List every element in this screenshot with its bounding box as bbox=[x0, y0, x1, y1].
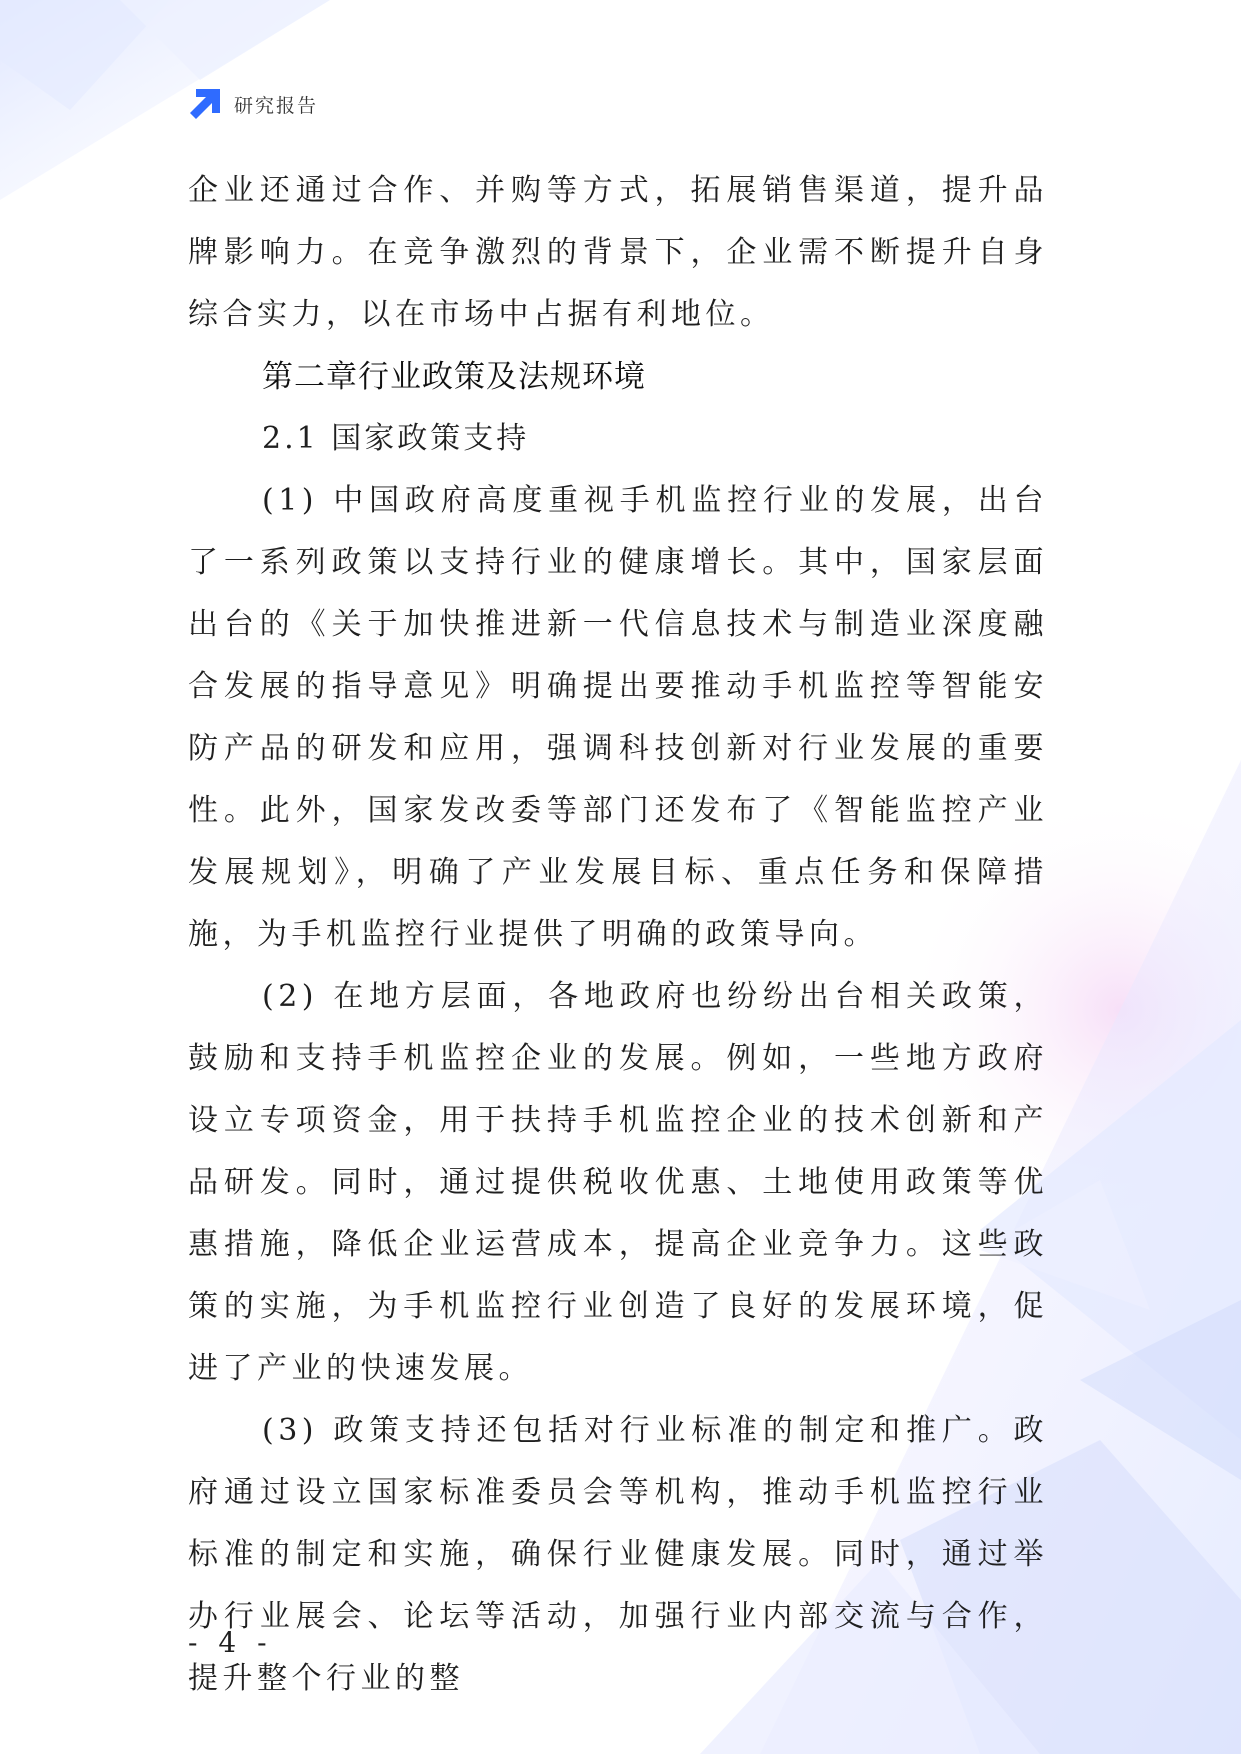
intro-paragraph: 企业还通过合作、并购等方式，拓展销售渠道，提升品牌影响力。在竞争激烈的背景下，企业需不断提升自身综合实力，以在市场中占据有利地位。 bbox=[188, 173, 1048, 332]
report-header bbox=[188, 86, 318, 122]
document-body bbox=[188, 160, 1048, 1710]
paragraph-2: (2) 在地方层面，各地政府也纷纷出台相关政策，鼓励和支持手机监控企业的发展。例如，一些地方政府设立专项资金，用于扶持手机监控企业的技术创新和产品研发。同时，通过提供税收优惠、土地使用政策等优惠措施，降低企业运营成本，提高企业竞争力。这些政策的实施，为手机监控行业创造了良好的发展环境，促进了产业的快速发展。 bbox=[188, 979, 1048, 1386]
section-title: 2.1 国家政策支持 bbox=[262, 421, 530, 456]
paragraph-1: (1) 中国政府高度重视手机监控行业的发展，出台了一系列政策以支持行业的健康增长。其中，国家层面出台的《关于加快推进新一代信息技术与制造业深度融合发展的指导意见》明确提出要推动手机监控等智能安防产品的研发和应用，强调科技创新对行业发展的重要性。此外，国家发改委等部门还发布了《智能监控产业发展规划》，明确了产业发展目标、重点任务和保障措施，为手机监控行业提供了明确的政策导向。 bbox=[188, 483, 1048, 952]
paragraph-3: (3) 政策支持还包括对行业标准的制定和推广。政府通过设立国家标准委员会等机构，推动手机监控行业标准的制定和实施，确保行业健康发展。同时，通过举办行业展会、论坛等活动，加强行业内部交流与合作，提升整个行业的整 bbox=[188, 1413, 1048, 1696]
arrow-up-right-icon bbox=[188, 87, 222, 121]
chapter-title: 第二章行业政策及法规环境 bbox=[262, 359, 646, 395]
page-number: - 4 - bbox=[188, 1626, 273, 1659]
header-title: 研究报告 bbox=[234, 94, 319, 117]
